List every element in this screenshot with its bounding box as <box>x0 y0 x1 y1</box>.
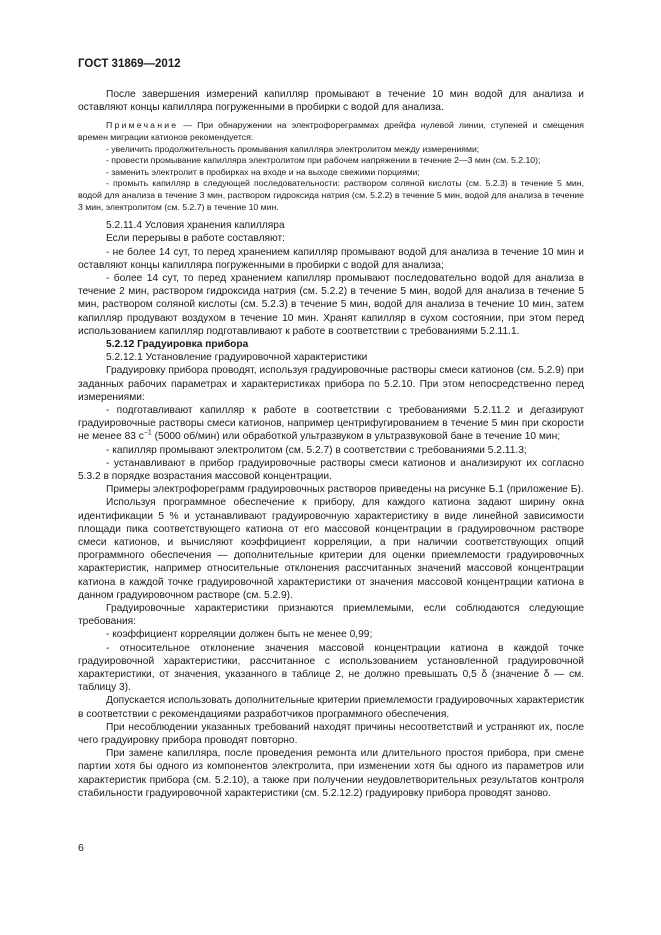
note-item: - увеличить продолжительность промывания капилляра электролитом между измерениями; <box>106 143 480 154</box>
storage-item: - не более 14 сут, то перед хранением капилляр промывают водой для анализа в течение 10 мин и оставляют концы капилляра погруженными в пробирки с водой для анализа; <box>78 246 584 271</box>
calibration-step: - капилляр промывают электролитом (см. 5.2.7) в соответствии с требованиями 5.2.11.3; <box>106 444 527 456</box>
paragraph-examples: Примеры электрофореграмм градуировочных растворов приведены на рисунке Б.1 (приложение Б). <box>106 484 584 496</box>
acceptance-criterion: - относительное отклонение значения массовой концентрации катиона в каждой точке градуировочной характеристики, рассчитанное с использованием установленной градуировочной характеристики, от значения, указанного в таблице 2, не должно превышать 0,5 δ (значение δ — см. таблицу 3). <box>78 642 584 694</box>
note-item: - провести промывание капилляра электролитом при рабочем напряжении в течение 2—3 мин (см. 5.2.10); <box>106 155 541 166</box>
paragraph-additional-criteria: Допускается использовать дополнительные критерии приемлемости градуировочных характеристик в соответствии с рекомендациями разработчиков программного обеспечения. <box>78 695 584 720</box>
section-heading-5-2-12: 5.2.12 Градуировка прибора <box>106 338 249 350</box>
calibration-step: - устанавливают в прибор градуировочные растворы смеси катионов и анализируют их согласно 5.3.2 в порядке возрастания массовой концентрации. <box>78 457 584 483</box>
acceptance-criterion: - коэффициент корреляции должен быть не менее 0,99; <box>106 629 373 641</box>
note-intro <box>78 120 584 143</box>
page-body <box>78 88 584 800</box>
calibration-step-text: - подготавливают капилляр к работе в соответствии с требованиями 5.2.11.2 и дегазируют градуировочные растворы смеси катионов, например центрифугированием в течение 5 мин при скорости не менее 83 с <box>78 405 584 443</box>
note-item: - промыть капилляр в следующей последовательности: раствором соляной кислоты (см. 5.2.3) в течение 5 мин, водой для анализа в течение 3 мин, раствором гидроксида натрия (см. 5.2.2) в течение 5 мин, водой для анализа в течение 3 мин, электролитом (см. 5.2.7) в течение 10 мин. <box>78 178 584 212</box>
calibration-step-text-end: (5000 об/мин) или обработкой ультразвуком в ультразвуковой бане в течение 10 мин; <box>151 431 561 443</box>
paragraph-rinse-after-measurement: После завершения измерений капилляр промывают в течение 10 мин водой для анализа и оставляют концы капилляра погруженными в пробирки с водой для анализа. <box>78 89 584 114</box>
section-heading-5-2-11-4: 5.2.11.4 Условия хранения капилляра <box>106 220 285 232</box>
calibration-step <box>78 404 584 444</box>
storage-item: - более 14 сут, то перед хранением капилляр промывают последовательно водой для анализа в течение 2 мин, раствором гидроксида натрия (см. 5.2.2) в течение 5 мин, водой для анализа в течение 5 мин, раствором соляной кислоты (см. 5.2.3) в течение 5 мин, водой для анализа в течение 10 мин, затем капилляр продувают воздухом в течение 10 мин. Хранят капилляр в сухом состоянии, при этом перед использованием капилляр подготавливают к работе в соответствии с требованиями 5.2.11.1. <box>78 272 584 337</box>
paragraph-noncompliance: При несоблюдении указанных требований находят причины несоответствий и устраняют их, после чего градуировку прибора проводят повторно. <box>78 721 584 747</box>
note-item: - заменить электролит в пробирках на входе и на выходе свежими порциями; <box>106 166 420 177</box>
page-number: 6 <box>78 842 84 854</box>
paragraph-acceptance: Градуировочные характеристики признаются приемлемыми, если соблюдаются следующие требования: <box>78 603 584 628</box>
note-block <box>78 120 584 213</box>
document-header: ГОСТ 31869—2012 <box>78 58 181 70</box>
storage-intro: Если перерывы в работе составляют: <box>106 233 285 245</box>
calibration-intro: Градуировку прибора проводят, используя градуировочные растворы смеси катионов (см. 5.2.9) при заданных рабочих параметрах и характеристиках прибора по 5.2.10. При этом непосредственно перед измерениями: <box>78 365 584 403</box>
paragraph-recalibration: При замене капилляра, после проведения ремонта или длительного простоя прибора, при смене партии хотя бы одного из компонентов электролита, при изменении хотя бы одного из параметров или характеристик прибора (см. 5.2.10), а также при получении неудовлетворительных результатов контроля стабильности градуировочной характеристики (см. 5.2.12.2) градуировку прибора проводят заново. <box>78 748 584 799</box>
paragraph-software: Используя программное обеспечение к прибору, для каждого катиона задают ширину окна идентификации 5 % и устанавливают градуировочную характеристику в виде линейной зависимости площади пика соответствующего катиона от его массовой концентрации в градуировочном растворе смеси катионов, и вычисляют коэффициент корреляции, а при наличии соответствующих опций программного обеспечения — дополнительные критерии для оценки приемлемости градуировочных характеристик, например относительные отклонения рассчитанных значений массовой концентрации катиона в каждой точке градуировочной характеристики от значения массовой концентрации катиона в данном градуировочном растворе (см. 5.2.9). <box>78 497 584 601</box>
note-label: Примечание <box>106 120 179 131</box>
unit-exponent: −1 <box>143 430 152 438</box>
section-heading-5-2-12-1: 5.2.12.1 Установление градуировочной характеристики <box>106 352 368 364</box>
note-text: — При обнаружении на электрофореграммах дрейфа нулевой линии, ступеней и смещения времен миграции катионов рекомендуется: <box>78 120 584 142</box>
